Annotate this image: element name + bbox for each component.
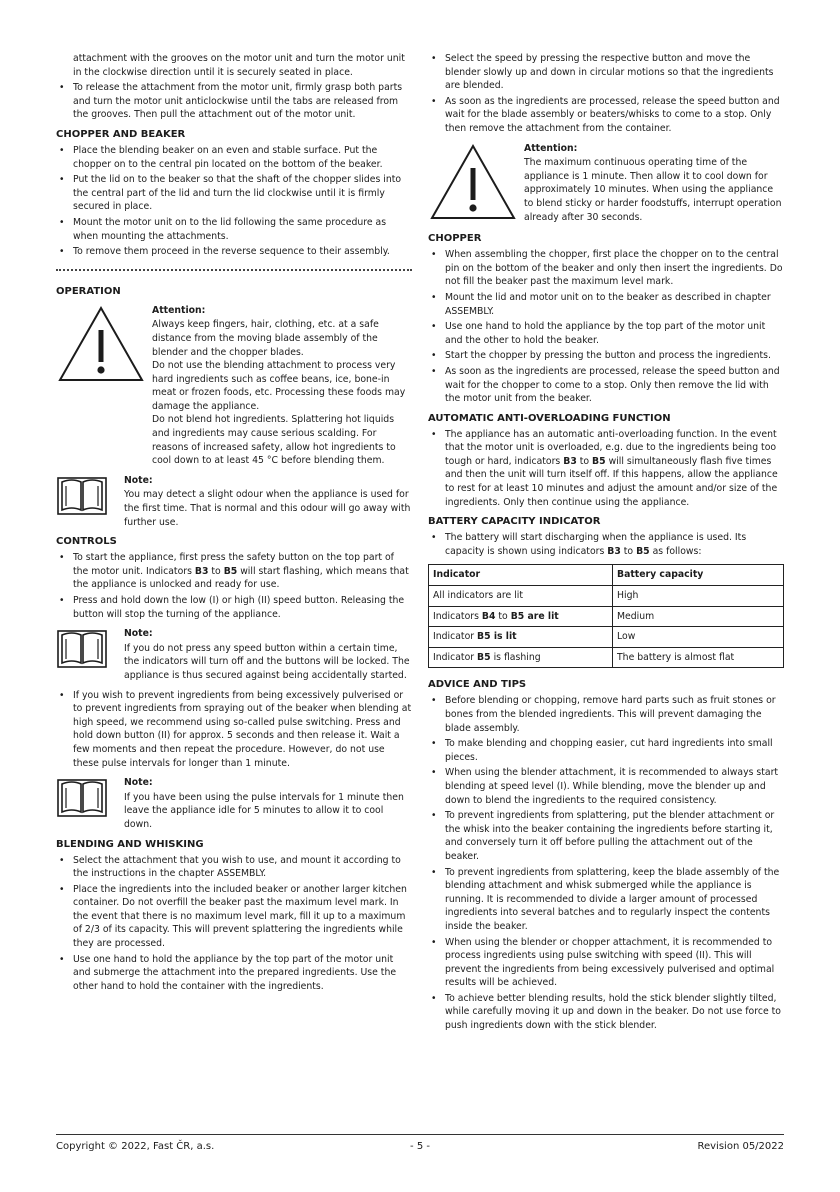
text: The appliance has an automatic anti-overloading function. In the event that the motor unit is overloaded, e.g. due to the ingredients being too tough or hard, indicators: [445, 428, 777, 467]
list-item: • When using the blender or chopper attachment, it is recommended to process ingredients using pulse switching with speed (II). This will prevent the ingredients from being excessively pulverised and optimal results will be achieved.: [428, 936, 784, 990]
blending-list: [56, 854, 412, 994]
list-item: attachment with the grooves on the motor unit and turn the motor unit in the clockwise direction until it is securely seated in place.: [73, 53, 405, 78]
table-cell: [429, 606, 613, 627]
text: to: [495, 610, 511, 622]
table-cell: [429, 647, 613, 668]
indicator-label: B5: [477, 651, 491, 663]
note-title: Note:: [124, 628, 153, 640]
indicator-label: B5: [223, 565, 238, 577]
page-footer: [56, 1138, 784, 1158]
heading-overload: AUTOMATIC ANTI-OVERLOADING FUNCTION: [428, 412, 671, 424]
list-item: • Use one hand to hold the appliance by the top part of the motor unit and submerge the attachment into the prepared ingredients. Use the other hand to hold the container with the ingredients.: [56, 953, 412, 994]
heading-blending: BLENDING AND WHISKING: [56, 838, 204, 850]
table-header-row: [429, 565, 784, 586]
table-cell: The battery is almost flat: [613, 647, 784, 668]
right-column: [428, 52, 784, 1035]
list-item: • Select the speed by pressing the respective button and move the blender slowly up and down in circular motions so that the ingredients are blended.: [428, 52, 784, 93]
note-body: You may detect a slight odour when the appliance is used for the first time. That is normal and this odour will go away with further use.: [124, 489, 411, 528]
list-item: • Press and hold down the low (I) or high (II) speed button. Releasing the button will stop the turning of the appliance.: [56, 594, 412, 621]
list-item: • Place the ingredients into the included beaker or another larger kitchen container. Do not overfill the beaker past the maximum level mark. In the event that there is no maximum level mark, fill it up to a maximum of 2/3 of its capacity. This will prevent splattering the ingredients while they are processed.: [56, 883, 412, 951]
list-item: • Use one hand to hold the appliance by the top part of the motor unit and the other to hold the beaker.: [428, 320, 784, 347]
table-cell: High: [613, 586, 784, 607]
overload-list: [428, 428, 784, 510]
list-item: • Select the attachment that you wish to use, and mount it according to the instructions in the chapter ASSEMBLY.: [56, 854, 412, 881]
chopper-list: [428, 248, 784, 406]
warning-triangle-icon: [56, 304, 152, 389]
note-box: [56, 627, 412, 682]
list-item: • Place the blending beaker on an even and stable surface. Put the chopper on to the central pin located on the bottom of the beaker.: [56, 144, 412, 171]
heading-chopper: CHOPPER: [428, 233, 482, 245]
note-body: If you have been using the pulse intervals for 1 minute then leave the appliance idle for 5 minutes to allow it to cool down.: [124, 791, 404, 830]
table-cell: All indicators are lit: [429, 586, 613, 607]
attention-line: Do not blend hot ingredients. Splattering hot liquids and ingredients may cause serious scalding. For reasons of increased safety, allow hot ingredients to cool down to at least 45 °C before blending them.: [152, 414, 396, 467]
note-text: [124, 776, 412, 831]
list-item: • As soon as the ingredients are processed, release the speed button and wait for the blade assembly or beaters/whisks to come to a stop. Only then remove the attachment from the container.: [428, 95, 784, 136]
note-title: Note:: [124, 474, 153, 486]
list-item: • When assembling the chopper, first place the chopper on to the central pin on the bottom of the beaker and only then insert the ingredients. Do not fill the beaker past the maximum level mark.: [428, 248, 784, 289]
controls-list: [56, 551, 412, 621]
note-title: Note:: [124, 777, 153, 789]
warning-triangle-icon: [428, 142, 524, 227]
book-icon: [56, 474, 124, 521]
footer-rule: [56, 1134, 784, 1135]
text: will start flashing, which means that the appliance is unlocked and ready for use.: [73, 565, 409, 591]
advice-list: [428, 694, 784, 1032]
attention-title: Attention:: [524, 142, 578, 154]
table-cell: [429, 627, 613, 648]
list-item: [56, 551, 412, 592]
text: To start the appliance, first press the safety button on the top part of the motor unit. Indicators: [73, 552, 394, 577]
indicator-label: B5: [592, 455, 606, 467]
indicator-label: B4: [481, 610, 496, 622]
list-item: • To achieve better blending results, hold the stick blender slightly tilted, while carefully moving it up and down in the beaker. Do not use force to push ingredients down with the stick blender.: [428, 992, 784, 1033]
note-body: If you do not press any speed button within a certain time, the indicators will turn off and the buttons will be locked. The appliance is thus secured against being accidentally started.: [124, 642, 410, 681]
list-item: • Before blending or chopping, remove hard parts such as fruit stones or bones from the blended ingredients. This will prevent damaging the blade assembly.: [428, 694, 784, 735]
attention-text: [152, 304, 412, 468]
chopper-beaker-list: [56, 144, 412, 259]
heading-advice: ADVICE AND TIPS: [428, 679, 527, 691]
footer-page-number: - 5 -: [410, 1141, 430, 1152]
indicator-label: B3: [607, 545, 621, 557]
battery-list: [428, 531, 784, 558]
attention-text: [524, 142, 784, 225]
text: The battery will start discharging when the appliance is used. Its capacity is shown using indicators: [445, 532, 747, 557]
list-item: • To prevent ingredients from splattering, keep the blade assembly of the blending attachment and whisk submerged while the appliance is running. It is recommended to divide a larger amount of processed ingredients into several batches and to regularly inspect the contents inside the beaker.: [428, 866, 784, 934]
footer-copyright: Copyright © 2022, Fast ČR, a.s.: [56, 1141, 215, 1152]
attention-body: The maximum continuous operating time of the appliance is 1 minute. Then allow it to cool down for approximately 10 minutes. When using the appliance to blend sticky or harder foodstuffs, interrupt operation already after 30 seconds.: [524, 157, 782, 223]
note-box: [56, 474, 412, 529]
indicator-label: B3: [563, 455, 577, 467]
list-item: • Put the lid on to the beaker so that the shaft of the chopper slides into the central part of the lid and turn the lid clockwise until it is firmly secured in place.: [56, 173, 412, 214]
controls-list-2: [56, 689, 412, 771]
indicator-label: B5: [636, 545, 650, 557]
heading-operation: OPERATION: [56, 285, 121, 297]
list-item: • To prevent ingredients from splattering, put the blender attachment or the whisk into the beaker containing the ingredients before starting it, and conversely turn it off before pulling the attachment out of the beaker.: [428, 809, 784, 863]
list-item: • To make blending and chopping easier, cut hard ingredients into small pieces.: [428, 737, 784, 764]
list-item: • As soon as the ingredients are processed, release the speed button and wait for the chopper to come to a stop. Only then remove the lid with the motor unit from the beaker.: [428, 365, 784, 406]
indicator-label: B5 are lit: [510, 610, 559, 622]
text: Indicator: [433, 651, 478, 663]
list-item: [428, 428, 784, 510]
list-item: • Mount the lid and motor unit on to the beaker as described in chapter ASSEMBLY.: [428, 291, 784, 318]
indicator-label: B5 is lit: [477, 631, 517, 643]
book-icon: [56, 776, 124, 823]
table-cell: Low: [613, 627, 784, 648]
left-column: [56, 52, 412, 995]
table-cell: Medium: [613, 606, 784, 627]
heading-chopper-beaker: CHOPPER AND BEAKER: [56, 128, 186, 140]
list-item: • To remove them proceed in the reverse sequence to their assembly.: [56, 245, 412, 259]
intro-list: [56, 52, 412, 122]
text: is flashing: [490, 651, 541, 663]
battery-table: [428, 564, 784, 668]
list-item: • If you wish to prevent ingredients from being excessively pulverised or to prevent ingredients from spraying out of the beaker when blending at high speed, we recommend using so-called pulse switching. Press and hold down button (II) for approx. 5 seconds and then release it. Wait a few moments and then repeat the procedure. However, do not use these pulse intervals for longer than 1 minute.: [56, 689, 412, 771]
attention-box: [56, 304, 412, 468]
text: Indicators: [433, 610, 482, 622]
text: to: [620, 545, 637, 557]
list-item: [428, 531, 784, 558]
table-row: [429, 627, 784, 648]
note-box: [56, 776, 412, 831]
note-text: [124, 474, 412, 529]
table-row: [429, 647, 784, 668]
attention-box: [428, 142, 784, 227]
indicator-label: B3: [194, 565, 209, 577]
text: Indicator: [433, 631, 478, 643]
list-item: • When using the blender attachment, it is recommended to always start blending at speed level (I). While blending, move the blender up and down to blend the ingredients to the required consistency.: [428, 766, 784, 807]
table-header: Battery capacity: [613, 565, 784, 586]
heading-battery: BATTERY CAPACITY INDICATOR: [428, 516, 601, 528]
table-row: [429, 586, 784, 607]
dotted-divider: [56, 269, 412, 271]
top-list: [428, 52, 784, 136]
list-item: • Mount the motor unit on to the lid following the same procedure as when mounting the attachments.: [56, 216, 412, 243]
book-icon: [56, 627, 124, 674]
attention-line: Do not use the blending attachment to process very hard ingredients such as coffee beans, ice, bone-in meat or frozen foods, etc. Processing these foods may damage the appliance.: [152, 360, 406, 412]
attention-title: Attention:: [152, 304, 206, 316]
text: to: [208, 565, 224, 577]
text: as follows:: [649, 545, 702, 557]
text: to: [576, 455, 593, 467]
list-item: • Start the chopper by pressing the button and process the ingredients.: [428, 349, 784, 363]
note-text: [124, 627, 412, 682]
footer-revision: Revision 05/2022: [697, 1141, 784, 1152]
text: will simultaneously flash five times and then the unit will turn itself off. If this happens, allow the appliance to rest for at least 10 minutes and adjust the amount and/or size of the ingredients. Only then continue using the appliance.: [445, 455, 778, 508]
heading-controls: CONTROLS: [56, 536, 117, 548]
table-header: Indicator: [429, 565, 613, 586]
list-item: • To release the attachment from the motor unit, firmly grasp both parts and turn the motor unit anticlockwise until the tabs are released from the grooves. Then pull the attachment out of the motor unit.: [56, 81, 412, 122]
attention-line: Always keep fingers, hair, clothing, etc. at a safe distance from the moving blade assembly of the blender and the chopper blades.: [152, 319, 379, 358]
table-row: [429, 606, 784, 627]
